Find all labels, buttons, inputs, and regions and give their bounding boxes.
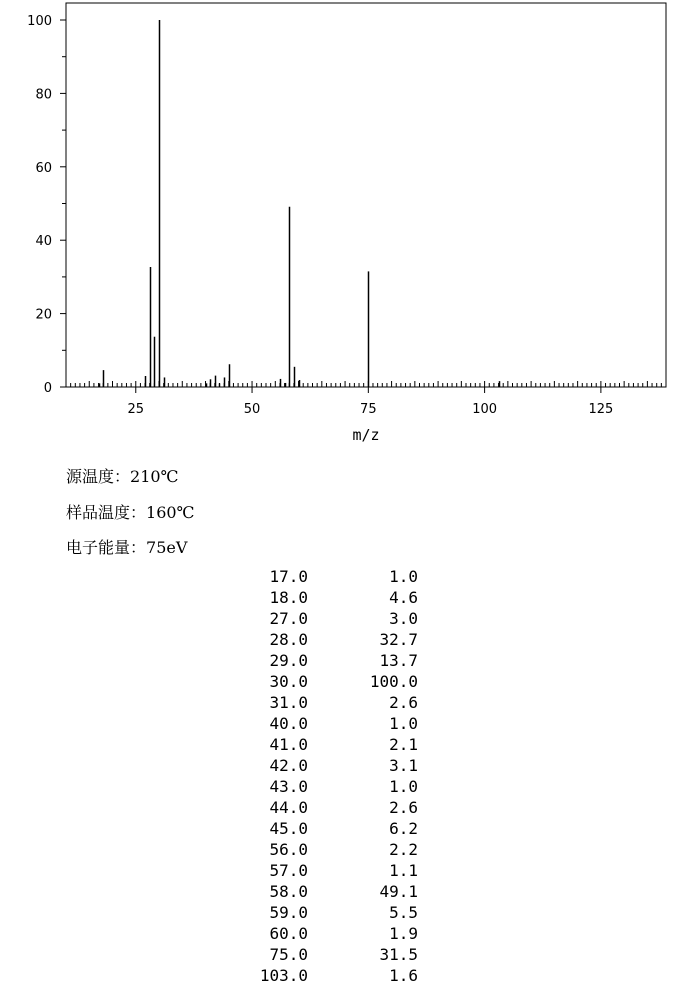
- mass-spectrum-chart: [0, 0, 680, 450]
- abundance-value: 1.0: [389, 567, 418, 586]
- electron-energy: [66, 535, 187, 558]
- source-temperature-value: 210℃: [130, 467, 179, 486]
- y-tick-label: 100: [27, 14, 52, 29]
- mz-value: 31.0: [269, 693, 308, 712]
- table-row: [230, 566, 418, 587]
- table-row: [230, 881, 418, 902]
- sample-temperature-value: 160℃: [146, 503, 195, 522]
- x-tick-label: 25: [127, 402, 145, 417]
- source-temperature-label: 源温度：: [66, 467, 131, 486]
- table-row: [230, 965, 418, 986]
- abundance-value: 2.1: [389, 735, 418, 754]
- mz-value: 57.0: [269, 861, 308, 880]
- table-row: [230, 713, 418, 734]
- table-row: [230, 860, 418, 881]
- peak-table: [230, 566, 418, 986]
- abundance-value: 5.5: [389, 903, 418, 922]
- mz-value: 30.0: [269, 672, 308, 691]
- y-tick-label: 80: [35, 87, 52, 103]
- table-row: [230, 587, 418, 608]
- electron-energy-value: 75eV: [146, 538, 188, 557]
- table-row: [230, 776, 418, 797]
- sample-temperature: [66, 500, 194, 523]
- mz-value: 43.0: [269, 777, 308, 796]
- abundance-value: 31.5: [379, 945, 418, 964]
- abundance-value: 4.6: [389, 588, 418, 607]
- table-row: [230, 797, 418, 818]
- y-tick-label: 0: [43, 381, 52, 396]
- table-row: [230, 650, 418, 671]
- abundance-value: 3.0: [389, 609, 418, 628]
- abundance-value: 1.0: [389, 777, 418, 796]
- y-axis: [27, 14, 66, 396]
- abundance-value: 2.6: [389, 798, 418, 817]
- abundance-value: 1.1: [389, 861, 418, 880]
- electron-energy-label: 电子能量：: [66, 538, 147, 557]
- abundance-value: 1.0: [389, 714, 418, 733]
- y-tick-label: 20: [35, 307, 52, 323]
- mz-value: 75.0: [269, 945, 308, 964]
- mz-value: 44.0: [269, 798, 308, 817]
- abundance-value: 2.2: [389, 840, 418, 859]
- y-tick-label: 40: [35, 234, 52, 250]
- y-tick-label: 60: [35, 160, 52, 176]
- mz-value: 29.0: [269, 651, 308, 670]
- mz-value: 41.0: [269, 735, 308, 754]
- table-row: [230, 818, 418, 839]
- mz-value: 40.0: [269, 714, 308, 733]
- mz-value: 45.0: [269, 819, 308, 838]
- table-row: [230, 629, 418, 650]
- mz-value: 18.0: [269, 588, 308, 607]
- table-row: [230, 944, 418, 965]
- source-temperature: [66, 464, 178, 487]
- mz-value: 59.0: [269, 903, 308, 922]
- abundance-value: 49.1: [379, 882, 418, 901]
- table-row: [230, 671, 418, 692]
- abundance-value: 1.9: [389, 924, 418, 943]
- abundance-value: 2.6: [389, 693, 418, 712]
- abundance-value: 100.0: [369, 672, 418, 691]
- mz-value: 27.0: [269, 609, 308, 628]
- mz-value: 56.0: [269, 840, 308, 859]
- abundance-value: 1.6: [389, 966, 418, 985]
- x-tick-label: 75: [360, 402, 377, 417]
- abundance-value: 6.2: [389, 819, 418, 838]
- abundance-value: 32.7: [379, 630, 418, 649]
- peak-bars: [100, 20, 500, 387]
- x-tick-label: 50: [243, 402, 261, 417]
- plot-frame: [66, 3, 666, 387]
- mz-value: 28.0: [269, 630, 308, 649]
- mz-value: 17.0: [269, 567, 308, 586]
- abundance-value: 3.1: [389, 756, 418, 775]
- mz-value: 60.0: [269, 924, 308, 943]
- abundance-value: 13.7: [379, 651, 418, 670]
- x-tick-label: 125: [588, 402, 614, 417]
- table-row: [230, 839, 418, 860]
- table-row: [230, 923, 418, 944]
- x-tick-label: 100: [472, 402, 498, 417]
- table-row: [230, 755, 418, 776]
- x-axis: [127, 387, 613, 417]
- mz-value: 58.0: [269, 882, 308, 901]
- x-minor-ticks: [66, 381, 666, 387]
- x-axis-title: m/z: [352, 426, 380, 444]
- table-row: [230, 734, 418, 755]
- table-row: [230, 692, 418, 713]
- table-row: [230, 608, 418, 629]
- table-row: [230, 902, 418, 923]
- mz-value: 42.0: [269, 756, 308, 775]
- mz-value: 103.0: [259, 966, 308, 985]
- sample-temperature-label: 样品温度：: [66, 503, 147, 522]
